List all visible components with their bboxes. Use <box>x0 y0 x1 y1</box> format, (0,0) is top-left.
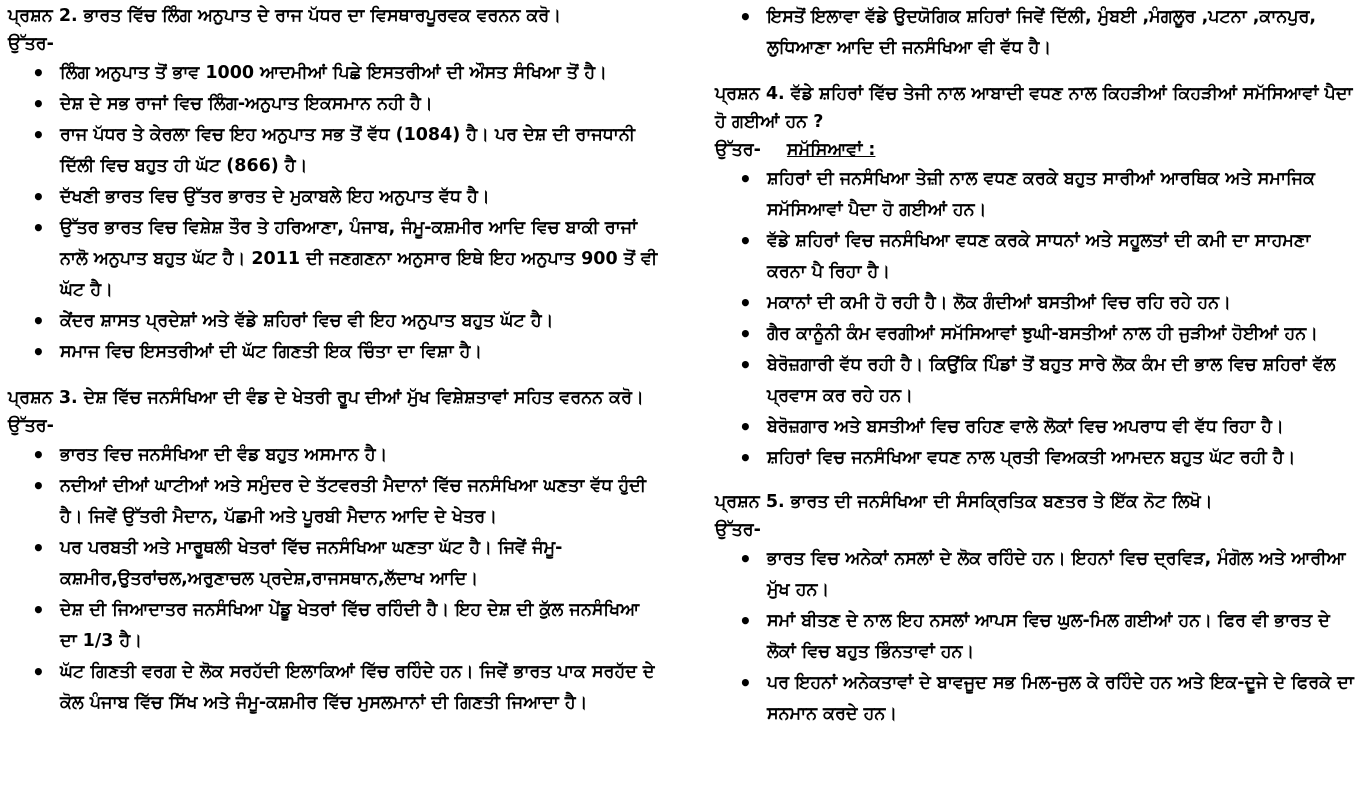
question-2-answer-label: ਉੱਤਰ- <box>8 34 54 54</box>
list-item: • ਦੱਖਣੀ ਭਾਰਤ ਵਿਚ ਉੱਤਰ ਭਾਰਤ ਦੇ ਮੁਕਾਬਲੇ ਇਹ ਅਨੁਪਾਤ ਵੱਧ ਹੈ। <box>8 182 658 213</box>
list-item: • ਦੇਸ਼ ਦੇ ਸਭ ਰਾਜਾਂ ਵਿਚ ਲਿੰਗ-ਅਨੁਪਾਤ ਇਕਸਮਾਨ ਨਹੀ ਹੈ। <box>8 89 658 120</box>
list-item: • ਘੱਟ ਗਿਣਤੀ ਵਰਗ ਦੇ ਲੋਕ ਸਰਹੱਦੀ ਇਲਾਕਿਆਂ ਵਿੱਚ ਰਹਿੰਦੇ ਹਨ। ਜਿਵੇਂ ਭਾਰਤ ਪਾਕ ਸਰਹੱਦ ਦੇ ਕੋਲ ਪੰਜਾਬ ਵਿੱਚ ਸਿੱਖ ਅਤੇ ਜੰਮੂ-ਕਸ਼ਮੀਰ ਵਿੱਚ ਮੁਸਲਮਾਨਾਂ ਦੀ ਗਿਣਤੀ ਜਿਆਦਾ ਹੈ। <box>8 657 658 719</box>
question-5 <box>715 488 1355 730</box>
question-2-points <box>8 58 658 368</box>
question-5-title: ਪ੍ਰਸ਼ਨ 5. ਭਾਰਤ ਦੀ ਜਨਸੰਖਿਆ ਦੀ ਸੰਸਕ੍ਰਿਤਿਕ ਬਣਤਰ ਤੇ ਇੱਕ ਨੋਟ ਲਿਖੋ। <box>715 492 1213 512</box>
list-item: • ਭਾਰਤ ਵਿਚ ਅਨੇਕਾਂ ਨਸਲਾਂ ਦੇ ਲੋਕ ਰਹਿੰਦੇ ਹਨ। ਇਹਨਾਂ ਵਿਚ ਦ੍ਰਵਿੜ, ਮੰਗੋਲ ਅਤੇ ਆਰੀਆ ਮੁੱਖ ਹਨ। <box>715 544 1355 606</box>
list-item: • ਪਰ ਪਰਬਤੀ ਅਤੇ ਮਾਰੂਥਲੀ ਖੇਤਰਾਂ ਵਿੱਚ ਜਨਸੰਖਿਆ ਘਣਤਾ ਘੱਟ ਹੈ। ਜਿਵੇਂ ਜੰਮੂ-ਕਸ਼ਮੀਰ,ਉਤਰਾਂਚਲ,ਅਰੁਣਾਚਲ ਪ੍ਰਦੇਸ਼,ਰਾਜਸਥਾਨ,ਲੱਦਾਖ ਆਦਿ। <box>8 533 658 595</box>
list-item: • ਦੇਸ਼ ਦੀ ਜਿਆਦਾਤਰ ਜਨਸੰਖਿਆ ਪੇਂਡੂ ਖੇਤਰਾਂ ਵਿੱਚ ਰਹਿੰਦੀ ਹੈ। ਇਹ ਦੇਸ਼ ਦੀ ਕੁੱਲ ਜਨਸੰਖਿਆ ਦਾ 1/3 ਹੈ। <box>8 595 658 657</box>
list-item: • ਸਮਾਜ ਵਿਚ ਇਸਤਰੀਆਂ ਦੀ ਘੱਟ ਗਿਣਤੀ ਇਕ ਚਿੰਤਾ ਦਾ ਵਿਸ਼ਾ ਹੈ। <box>8 337 658 368</box>
question-4-title: ਪ੍ਰਸ਼ਨ 4. ਵੱਡੇ ਸ਼ਹਿਰਾਂ ਵਿੱਚ ਤੇਜੀ ਨਾਲ ਆਬਾਦੀ ਵਧਣ ਨਾਲ ਕਿਹੜੀਆਂ ਕਿਹੜੀਆਂ ਸਮੱਸਿਆਵਾਂ ਪੈਦਾ ਹੋ ਗਈਆਂ ਹਨ ? <box>715 84 1353 132</box>
question-2-title: ਪ੍ਰਸ਼ਨ 2. ਭਾਰਤ ਵਿੱਚ ਲਿੰਗ ਅਨੁਪਾਤ ਦੇ ਰਾਜ ਪੱਧਰ ਦਾ ਵਿਸਥਾਰਪੂਰਵਕ ਵਰਨਨ ਕਰੋ। <box>8 6 562 26</box>
list-item: • ਨਦੀਆਂ ਦੀਆਂ ਘਾਟੀਆਂ ਅਤੇ ਸਮੁੰਦਰ ਦੇ ਤੱਟਵਰਤੀ ਮੈਦਾਨਾਂ ਵਿੱਚ ਜਨਸੰਖਿਆ ਘਣਤਾ ਵੱਧ ਹੁੰਦੀ ਹੈ। ਜਿਵੇਂ ਉੱਤਰੀ ਮੈਦਾਨ, ਪੱਛਮੀ ਅਤੇ ਪੂਰਬੀ ਮੈਦਾਨ ਆਦਿ ਦੇ ਖੇਤਰ। <box>8 471 658 533</box>
list-item: • ਭਾਰਤ ਵਿਚ ਜਨਸੰਖਿਆ ਦੀ ਵੰਡ ਬਹੁਤ ਅਸਮਾਨ ਹੈ। <box>8 440 658 471</box>
list-item: • ਵੱਡੇ ਸ਼ਹਿਰਾਂ ਵਿਚ ਜਨਸੰਖਿਆ ਵਧਣ ਕਰਕੇ ਸਾਧਨਾਂ ਅਤੇ ਸਹੂਲਤਾਂ ਦੀ ਕਮੀ ਦਾ ਸਾਹਮਣਾ ਕਰਨਾ ਪੈ ਰਿਹਾ ਹੈ। <box>715 226 1355 288</box>
list-item: • ਸ਼ਹਿਰਾਂ ਵਿਚ ਜਨਸੰਖਿਆ ਵਧਣ ਨਾਲ ਪ੍ਰਤੀ ਵਿਅਕਤੀ ਆਮਦਨ ਬਹੁਤ ਘੱਟ ਰਹੀ ਹੈ। <box>715 443 1355 474</box>
list-item: • ਸ਼ਹਿਰਾਂ ਦੀ ਜਨਸੰਖਿਆ ਤੇਜ਼ੀ ਨਾਲ ਵਧਣ ਕਰਕੇ ਬਹੁਤ ਸਾਰੀਆਂ ਆਰਥਿਕ ਅਤੇ ਸਮਾਜਿਕ ਸਮੱਸਿਆਵਾਂ ਪੈਦਾ ਹੋ ਗਈਆਂ ਹਨ। <box>715 164 1355 226</box>
question-3-answer-label: ਉੱਤਰ- <box>8 416 54 436</box>
list-item: • ਸਮਾਂ ਬੀਤਣ ਦੇ ਨਾਲ ਇਹ ਨਸਲਾਂ ਆਪਸ ਵਿਚ ਘੁਲ-ਮਿਲ ਗਈਆਂ ਹਨ। ਫਿਰ ਵੀ ਭਾਰਤ ਦੇ ਲੋਕਾਂ ਵਿਚ ਬਹੁਤ ਭਿੰਨਤਾਵਾਂ ਹਨ। <box>715 606 1355 668</box>
list-item: • ਉੱਤਰ ਭਾਰਤ ਵਿਚ ਵਿਸ਼ੇਸ਼ ਤੌਰ ਤੇ ਹਰਿਆਣਾ, ਪੰਜਾਬ, ਜੰਮੂ-ਕਸ਼ਮੀਰ ਆਦਿ ਵਿਚ ਬਾਕੀ ਰਾਜਾਂ ਨਾਲੋ ਅਨੁਪਾਤ ਬਹੁਤ ਘੱਟ ਹੈ। 2011 ਦੀ ਜਣਗਣਨਾ ਅਨੁਸਾਰ ਇਥੇ ਇਹ ਅਨੁਪਾਤ 900 ਤੋਂ ਵੀ ਘੱਟ ਹੈ। <box>8 213 658 306</box>
list-item: • ਮਕਾਨਾਂ ਦੀ ਕਮੀ ਹੋ ਰਹੀ ਹੈ। ਲੋਕ ਗੰਦੀਆਂ ਬਸਤੀਆਂ ਵਿਚ ਰਹਿ ਰਹੇ ਹਨ। <box>715 288 1355 319</box>
question-3-title: ਪ੍ਰਸ਼ਨ 3. ਦੇਸ਼ ਵਿੱਚ ਜਨਸੰਖਿਆ ਦੀ ਵੰਡ ਦੇ ਖੇਤਰੀ ਰੂਪ ਦੀਆਂ ਮੁੱਖ ਵਿਸ਼ੇਸ਼ਤਾਵਾਂ ਸਹਿਤ ਵਰਨਨ ਕਰੋ। <box>8 388 644 408</box>
list-item: • ਬੇਰੋਜ਼ਗਾਰ ਅਤੇ ਬਸਤੀਆਂ ਵਿਚ ਰਹਿਣ ਵਾਲੇ ਲੋਕਾਂ ਵਿਚ ਅਪਰਾਧ ਵੀ ਵੱਧ ਰਿਹਾ ਹੈ। <box>715 412 1355 443</box>
question-4-answer-label: ਉੱਤਰ- <box>715 140 761 160</box>
right-column <box>715 2 1355 730</box>
question-3-points <box>8 440 658 719</box>
list-item: • ਇਸਤੋਂ ਇਲਾਵਾ ਵੱਡੇ ਉਦਯੋਗਿਕ ਸ਼ਹਿਰਾਂ ਜਿਵੇਂ ਦਿੱਲੀ, ਮੁੰਬਈ ,ਮੰਗਲੂਰ ,ਪਟਨਾ ,ਕਾਨਪੁਰ, ਲੁਧਿਆਣਾ ਆਦਿ ਦੀ ਜਨਸੰਖਿਆ ਵੀ ਵੱਧ ਹੈ। <box>715 2 1355 64</box>
left-column <box>8 2 658 719</box>
list-item: • ਰਾਜ ਪੱਧਰ ਤੇ ਕੇਰਲਾ ਵਿਚ ਇਹ ਅਨੁਪਾਤ ਸਭ ਤੋਂ ਵੱਧ (1084) ਹੈ। ਪਰ ਦੇਸ਼ ਦੀ ਰਾਜਧਾਨੀ ਦਿੱਲੀ ਵਿਚ ਬਹੁਤ ਹੀ ਘੱਟ (866) ਹੈ। <box>8 120 658 182</box>
question-4 <box>715 80 1355 474</box>
list-item: • ਕੇਂਦਰ ਸ਼ਾਸਤ ਪ੍ਰਦੇਸ਼ਾਂ ਅਤੇ ਵੱਡੇ ਸ਼ਹਿਰਾਂ ਵਿਚ ਵੀ ਇਹ ਅਨੁਪਾਤ ਬਹੁਤ ਘੱਟ ਹੈ। <box>8 306 658 337</box>
question-5-answer-label: ਉੱਤਰ- <box>715 520 761 540</box>
question-4-answer <box>715 136 1355 164</box>
question-4-answer-subheading: ਸਮੱਸਿਆਵਾਂ : <box>786 140 876 160</box>
question-5-points <box>715 544 1355 730</box>
list-item: • ਪਰ ਇਹਨਾਂ ਅਨੇਕਤਾਵਾਂ ਦੇ ਬਾਵਜੂਦ ਸਭ ਮਿਲ-ਜੁਲ ਕੇ ਰਹਿੰਦੇ ਹਨ ਅਤੇ ਇਕ-ਦੂਜੇ ਦੇ ਫਿਰਕੇ ਦਾ ਸਨਮਾਨ ਕਰਦੇ ਹਨ। <box>715 668 1355 730</box>
list-item: • ਲਿੰਗ ਅਨੁਪਾਤ ਤੋਂ ਭਾਵ 1000 ਆਦਮੀਆਂ ਪਿਛੇ ਇਸਤਰੀਆਂ ਦੀ ਔਸਤ ਸੰਖਿਆ ਤੋਂ ਹੈ। <box>8 58 658 89</box>
question-3 <box>8 384 658 719</box>
list-item: • ਗੈਰ ਕਾਨੂੰਨੀ ਕੰਮ ਵਰਗੀਆਂ ਸਮੱਸਿਆਵਾਂ ਝੁਘੀ-ਬਸਤੀਆਂ ਨਾਲ ਹੀ ਜੁੜੀਆਂ ਹੋਈਆਂ ਹਨ। <box>715 319 1355 350</box>
question-2 <box>8 2 658 368</box>
question-3-continued-points <box>715 2 1355 64</box>
question-3-continued <box>715 2 1355 64</box>
list-item: • ਬੇਰੋਜ਼ਗਾਰੀ ਵੱਧ ਰਹੀ ਹੈ। ਕਿਉਂਕਿ ਪਿੰਡਾਂ ਤੋਂ ਬਹੁਤ ਸਾਰੇ ਲੋਕ ਕੰਮ ਦੀ ਭਾਲ ਵਿਚ ਸ਼ਹਿਰਾਂ ਵੱਲ ਪ੍ਰਵਾਸ ਕਰ ਰਹੇ ਹਨ। <box>715 350 1355 412</box>
question-4-points <box>715 164 1355 474</box>
